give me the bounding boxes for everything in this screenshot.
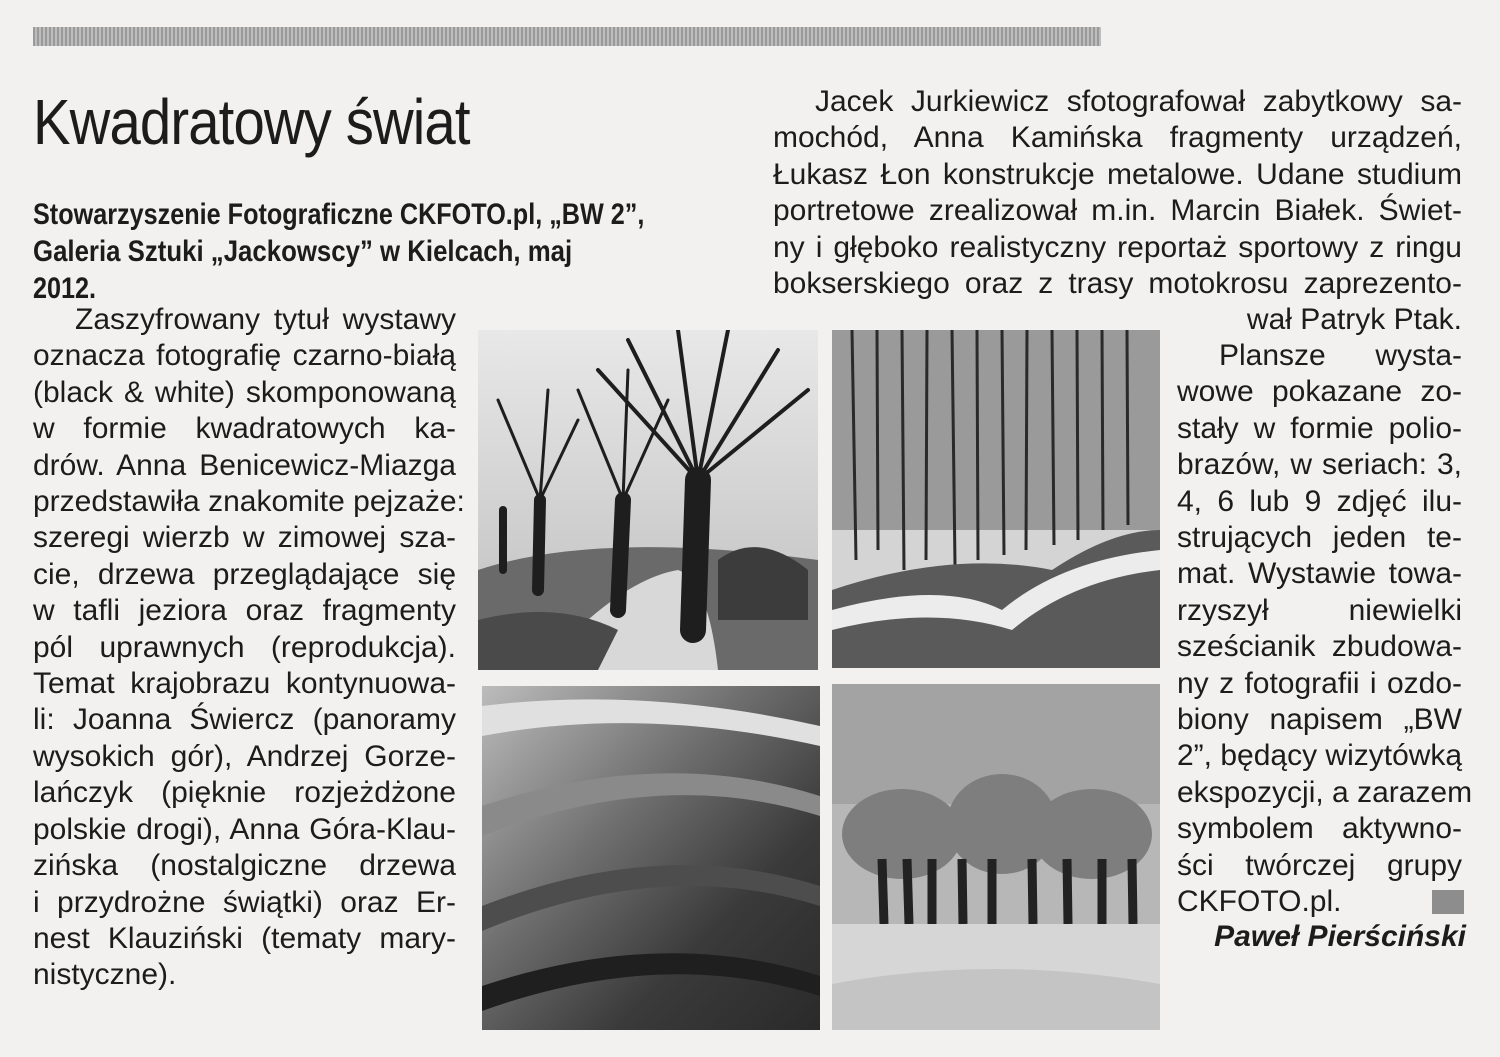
text-line: brazów, w seriach: 3,	[1177, 448, 1462, 482]
text-line: (black & white) skomponowaną	[33, 375, 456, 409]
text-line: strujących jeden te-	[1177, 521, 1462, 555]
text-line: wowe pokazane zo-	[1177, 375, 1462, 409]
text-line: oznacza fotografię czarno-białą	[33, 339, 456, 373]
photo-misty-willows	[832, 684, 1160, 1030]
text-line: mochód, Anna Kamińska fragmenty urządzeń,	[773, 121, 1462, 155]
text-line: mat. Wystawie towa-	[1177, 557, 1462, 591]
top-decorative-rule	[33, 27, 1101, 46]
text-line: Łukasz Łon konstrukcje metalowe. Udane studium	[773, 157, 1462, 191]
text-line: szeregi wierzb w zimowej sza-	[33, 521, 456, 555]
subtitle-line: 2012.	[33, 272, 97, 305]
subtitle-line: Galeria Sztuki „Jackowscy” w Kielcach, maj	[33, 235, 573, 268]
text-line: przedstawiła znakomite pejzaże:	[33, 485, 465, 519]
text-line: wał Patryk Ptak.	[1246, 303, 1462, 337]
text-line: rzyszył niewielki	[1177, 593, 1462, 627]
text-line: cie, drzewa przeglądające się	[33, 557, 456, 591]
text-line: pól uprawnych (reprodukcja).	[33, 630, 456, 664]
text-line: biony napisem „BW	[1177, 703, 1462, 737]
left-column-text	[33, 302, 465, 994]
text-line: 4, 6 lub 9 zdjęć ilu-	[1177, 484, 1462, 518]
text-line: polskie drogi), Anna Góra-Klau-	[33, 812, 456, 846]
text-line: ny z fotografii i ozdo-	[1177, 666, 1462, 700]
end-of-article-square	[1432, 890, 1464, 914]
text-line: lańczyk (pięknie rozjeżdżone	[33, 776, 456, 810]
text-line: stały w formie polio-	[1177, 411, 1462, 445]
article-title: Kwadratowy świat	[33, 86, 470, 158]
text-line: ści twórczej grupy	[1177, 848, 1462, 882]
text-line: 2”, będący wizytówką	[1177, 739, 1463, 773]
right-narrow-text	[1177, 338, 1473, 921]
text-line: nest Klauziński (tematy mary-	[33, 921, 456, 955]
text-line: CKFOTO.pl.	[1177, 885, 1342, 919]
text-line: sześcianik zbudowa-	[1177, 630, 1462, 664]
photo-blurred-field	[482, 686, 820, 1030]
text-line: Plansze wysta-	[1219, 339, 1462, 372]
photo-willows-road	[478, 330, 818, 670]
text-line: bokserskiego oraz z trasy motokrosu zaprezento-	[773, 267, 1462, 301]
text-line: drów. Anna Benicewicz-Miazga	[33, 448, 456, 482]
text-line: Jacek Jurkiewicz sfotografował zabytkowy sa-	[815, 85, 1462, 118]
text-line: wysokich gór), Andrzej Gorze-	[33, 739, 456, 773]
text-line: li: Joanna Świercz (panoramy	[33, 703, 456, 737]
text-line: i przydrożne świątki) oraz Er-	[33, 885, 456, 919]
photo-birch-forest	[832, 330, 1160, 668]
text-line: portretowe zrealizował m.in. Marcin Białek. Świet-	[773, 194, 1462, 228]
author-byline: Paweł Pierściński	[1214, 920, 1466, 953]
text-line: ekspozycji, a zarazem	[1177, 775, 1473, 809]
text-line: w formie kwadratowych ka-	[33, 412, 456, 446]
subtitle-line: Stowarzyszenie Fotograficzne CKFOTO.pl, „BW 2”,	[33, 198, 645, 231]
text-line: zińska (nostalgiczne drzewa	[33, 849, 456, 883]
text-line: ny i głęboko realistyczny reportaż sportowy z ringu	[773, 230, 1462, 264]
right-top-text	[773, 84, 1462, 339]
text-line: w tafli jeziora oraz fragmenty	[33, 594, 456, 628]
text-line: nistyczne).	[33, 958, 177, 992]
text-line: Zaszyfrowany tytuł wystawy	[75, 303, 456, 336]
text-line: Temat krajobrazu kontynuowa-	[33, 667, 456, 701]
article-subtitle	[33, 196, 761, 307]
text-line: symbolem aktywno-	[1177, 812, 1462, 846]
